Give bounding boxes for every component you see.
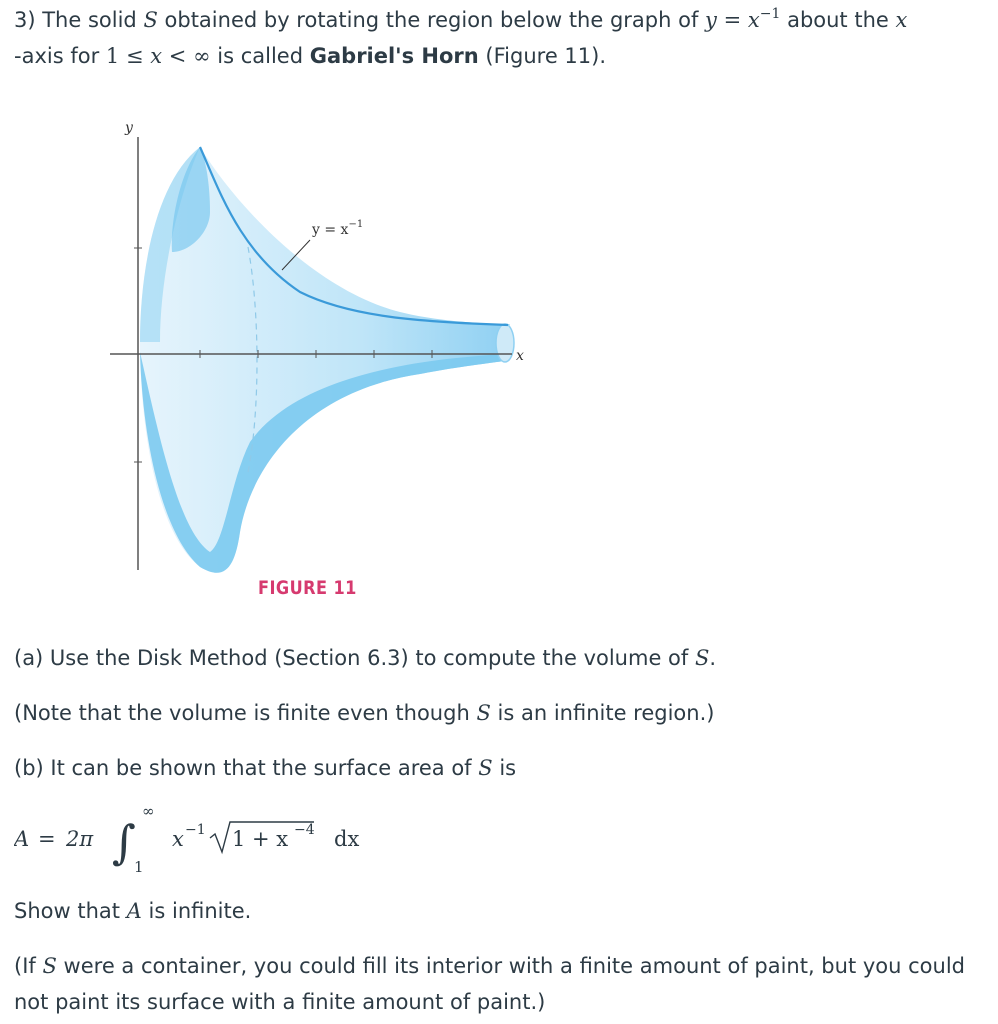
figure-caption: FIGURE 11 — [258, 577, 357, 599]
formula-dx: dx — [334, 827, 360, 851]
formula-coeff: 2π — [66, 827, 94, 851]
range-infinity: ∞ — [193, 44, 211, 68]
surface-area-formula — [14, 800, 414, 880]
show-text-after: is infinite. — [148, 899, 252, 923]
part-a-text: (a) Use the Disk Method (Section 6.3) to compute the volume of — [14, 646, 689, 670]
func-exponent: −1 — [759, 6, 781, 22]
note-symbol: S — [476, 701, 491, 725]
sqrt-inner: 1 + x — [232, 827, 289, 851]
part-b-symbol: S — [478, 756, 493, 780]
intro-line-1 — [14, 2, 907, 38]
show-symbol: A — [126, 899, 142, 923]
closing-remark — [14, 948, 965, 1020]
closing-symbol: S — [42, 954, 57, 978]
curve-label-exponent: −1 — [348, 219, 364, 230]
about-text: about the — [787, 8, 889, 32]
sqrt-exponent: −4 — [294, 822, 315, 838]
part-b-text-after: is — [499, 756, 517, 780]
integrand-x-exponent: −1 — [185, 822, 206, 838]
figure-ref: (Figure 11). — [485, 44, 606, 68]
func-equals: = — [723, 8, 742, 32]
closing-line-1 — [14, 948, 965, 984]
part-b-text: (b) It can be shown that the surface area of — [14, 756, 472, 780]
integral-lower-limit: 1 — [134, 858, 144, 876]
intro-line-2 — [14, 38, 606, 74]
solid-symbol: S — [143, 8, 158, 32]
integrand-x: x — [172, 827, 184, 851]
x-axis-label: x — [516, 348, 524, 364]
range-le: ≤ — [125, 44, 144, 68]
curve-label — [311, 219, 363, 238]
note — [14, 695, 714, 731]
question-number: 3) The solid — [14, 8, 137, 32]
intro-text: obtained by rotating the region below the graph of — [164, 8, 699, 32]
part-a — [14, 640, 716, 676]
closing-before: (If — [14, 954, 36, 978]
formula-equals: = — [38, 827, 56, 851]
closing-after: were a container, you could fill its interior with a finite amount of paint, but you could — [63, 954, 965, 978]
axis-var: x — [895, 8, 908, 32]
range-x: x — [150, 44, 163, 68]
integral-upper-limit: ∞ — [142, 802, 155, 820]
horn-name: Gabriel's Horn — [309, 44, 479, 68]
range-lt: < — [168, 44, 187, 68]
curve-label-text: y = x — [312, 222, 349, 238]
axis-for-text: -axis for — [14, 44, 100, 68]
integral-sign: ∫ — [112, 815, 136, 869]
formula-lhs: A — [14, 827, 30, 851]
func-y: y — [705, 8, 717, 32]
called-text: is called — [217, 44, 304, 68]
func-x: x — [747, 8, 760, 32]
gabriels-horn-figure — [100, 112, 540, 612]
closing-line-2: not paint its surface with a finite amount of paint.) — [14, 990, 546, 1014]
part-a-symbol: S — [694, 646, 710, 670]
y-axis-label: y — [125, 120, 133, 136]
note-text-before: (Note that the volume is finite even though — [14, 701, 470, 725]
part-b — [14, 750, 516, 786]
horn-end-cap — [496, 324, 514, 362]
show-text-before: Show that — [14, 899, 120, 923]
part-a-end: . — [709, 646, 717, 670]
range-lower: 1 — [105, 44, 120, 68]
show-statement — [14, 893, 251, 929]
note-text-after: is an infinite region.) — [497, 701, 715, 725]
